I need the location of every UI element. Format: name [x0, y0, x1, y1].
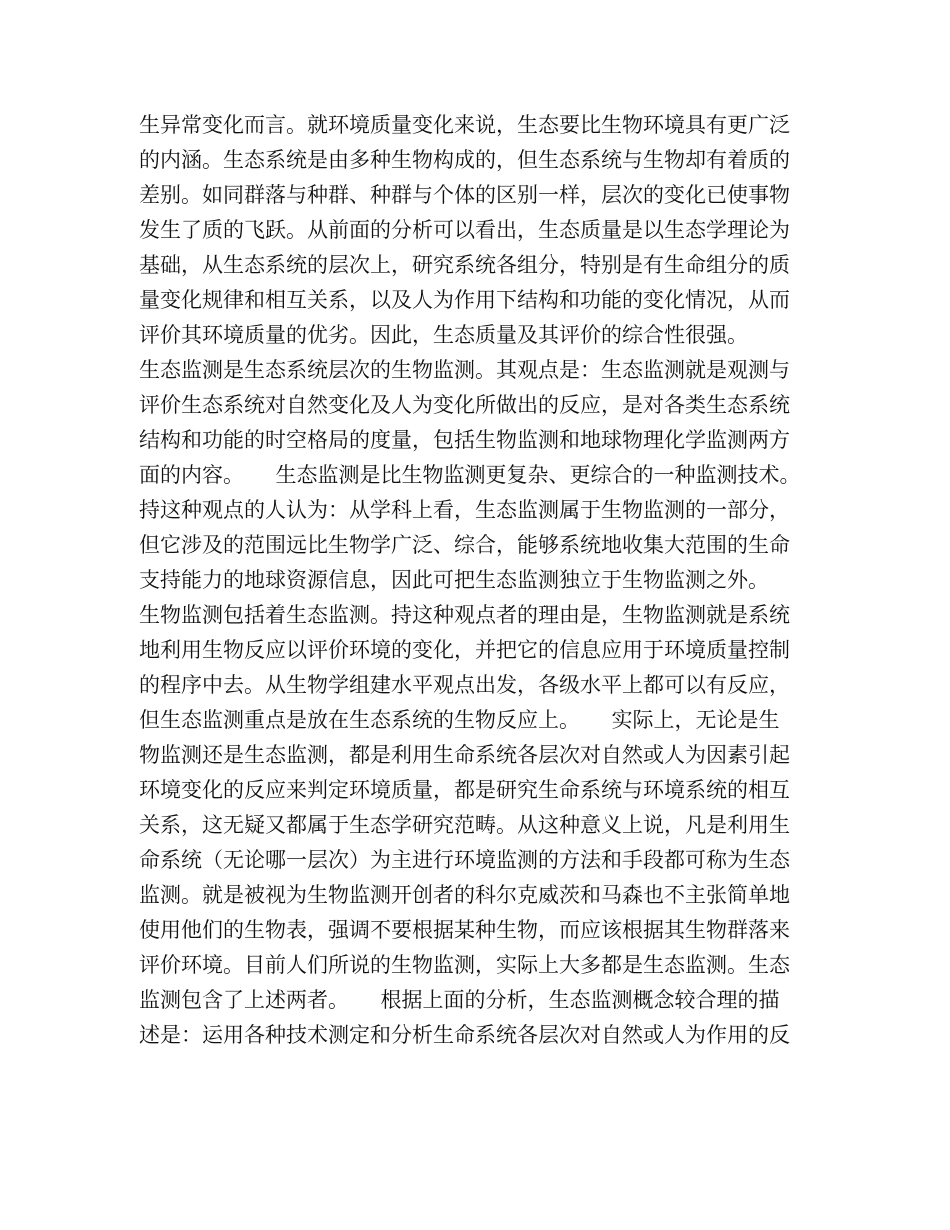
- text-line: 评价生态系统对自然变化及人为变化所做出的反应，是对各类生态系统: [139, 393, 790, 417]
- text-line: 生异常变化而言。就环境质量变化来说，生态要比生物环境具有更广泛: [139, 113, 790, 137]
- text-line: 关系，这无疑又都属于生态学研究范畴。从这种意义上说，凡是利用生: [139, 813, 790, 837]
- text-line: 但生态监测重点是放在生态系统的生物反应上。 实际上，无论是生: [139, 708, 780, 732]
- text-line: 监测。就是被视为生物监测开创者的科尔克威茨和马森也不主张简单地: [139, 883, 790, 907]
- text-line: 持这种观点的人认为：从学科上看，生态监测属于生物监测的一部分，: [139, 498, 790, 522]
- text-line: 述是：运用各种技术测定和分析生命系统各层次对自然或人为作用的反: [139, 1023, 790, 1047]
- body-text: [139, 108, 839, 1053]
- text-line: 环境变化的反应来判定环境质量，都是研究生命系统与环境系统的相互: [139, 778, 790, 802]
- text-line: 量变化规律和相互关系，以及人为作用下结构和功能的变化情况，从而: [139, 288, 790, 312]
- text-line: 面的内容。 生态监测是比生物监测更复杂、更综合的一种监测技术。: [139, 463, 801, 487]
- text-line: 但它涉及的范围远比生物学广泛、综合，能够系统地收集大范围的生命: [139, 533, 790, 557]
- text-line: 使用他们的生物表，强调不要根据某种生物，而应该根据其生物群落来: [139, 918, 790, 942]
- text-line: 支持能力的地球资源信息，因此可把生态监测独立于生物监测之外。: [139, 568, 769, 592]
- text-line: 的内涵。生态系统是由多种生物构成的，但生态系统与生物却有着质的: [139, 148, 790, 172]
- text-line: 差别。如同群落与种群、种群与个体的区别一样，层次的变化已使事物: [139, 183, 790, 207]
- text-line: 评价环境。目前人们所说的生物监测，实际上大多都是生态监测。生态: [139, 953, 790, 977]
- text-line: 监测包含了上述两者。 根据上面的分析，生态监测概念较合理的描: [139, 988, 780, 1012]
- text-line: 结构和功能的时空格局的度量，包括生物监测和地球物理化学监测两方: [139, 428, 790, 452]
- text-line: 地利用生物反应以评价环境的变化，并把它的信息应用于环境质量控制: [139, 638, 790, 662]
- text-line: 物监测还是生态监测，都是利用生命系统各层次对自然或人为因素引起: [139, 743, 790, 767]
- text-line: 生物监测包括着生态监测。持这种观点者的理由是，生物监测就是系统: [139, 603, 790, 627]
- text-line: 命系统（无论哪一层次）为主进行环境监测的方法和手段都可称为生态: [139, 848, 790, 872]
- text-line: 生态监测是生态系统层次的生物监测。其观点是：生态监测就是观测与: [139, 358, 790, 382]
- text-line: 基础，从生态系统的层次上，研究系统各组分，特别是有生命组分的质: [139, 253, 790, 277]
- text-line: 评价其环境质量的优劣。因此，生态质量及其评价的综合性很强。: [139, 323, 748, 347]
- text-line: 发生了质的飞跃。从前面的分析可以看出，生态质量是以生态学理论为: [139, 218, 790, 242]
- text-line: 的程序中去。从生物学组建水平观点出发，各级水平上都可以有反应，: [139, 673, 790, 697]
